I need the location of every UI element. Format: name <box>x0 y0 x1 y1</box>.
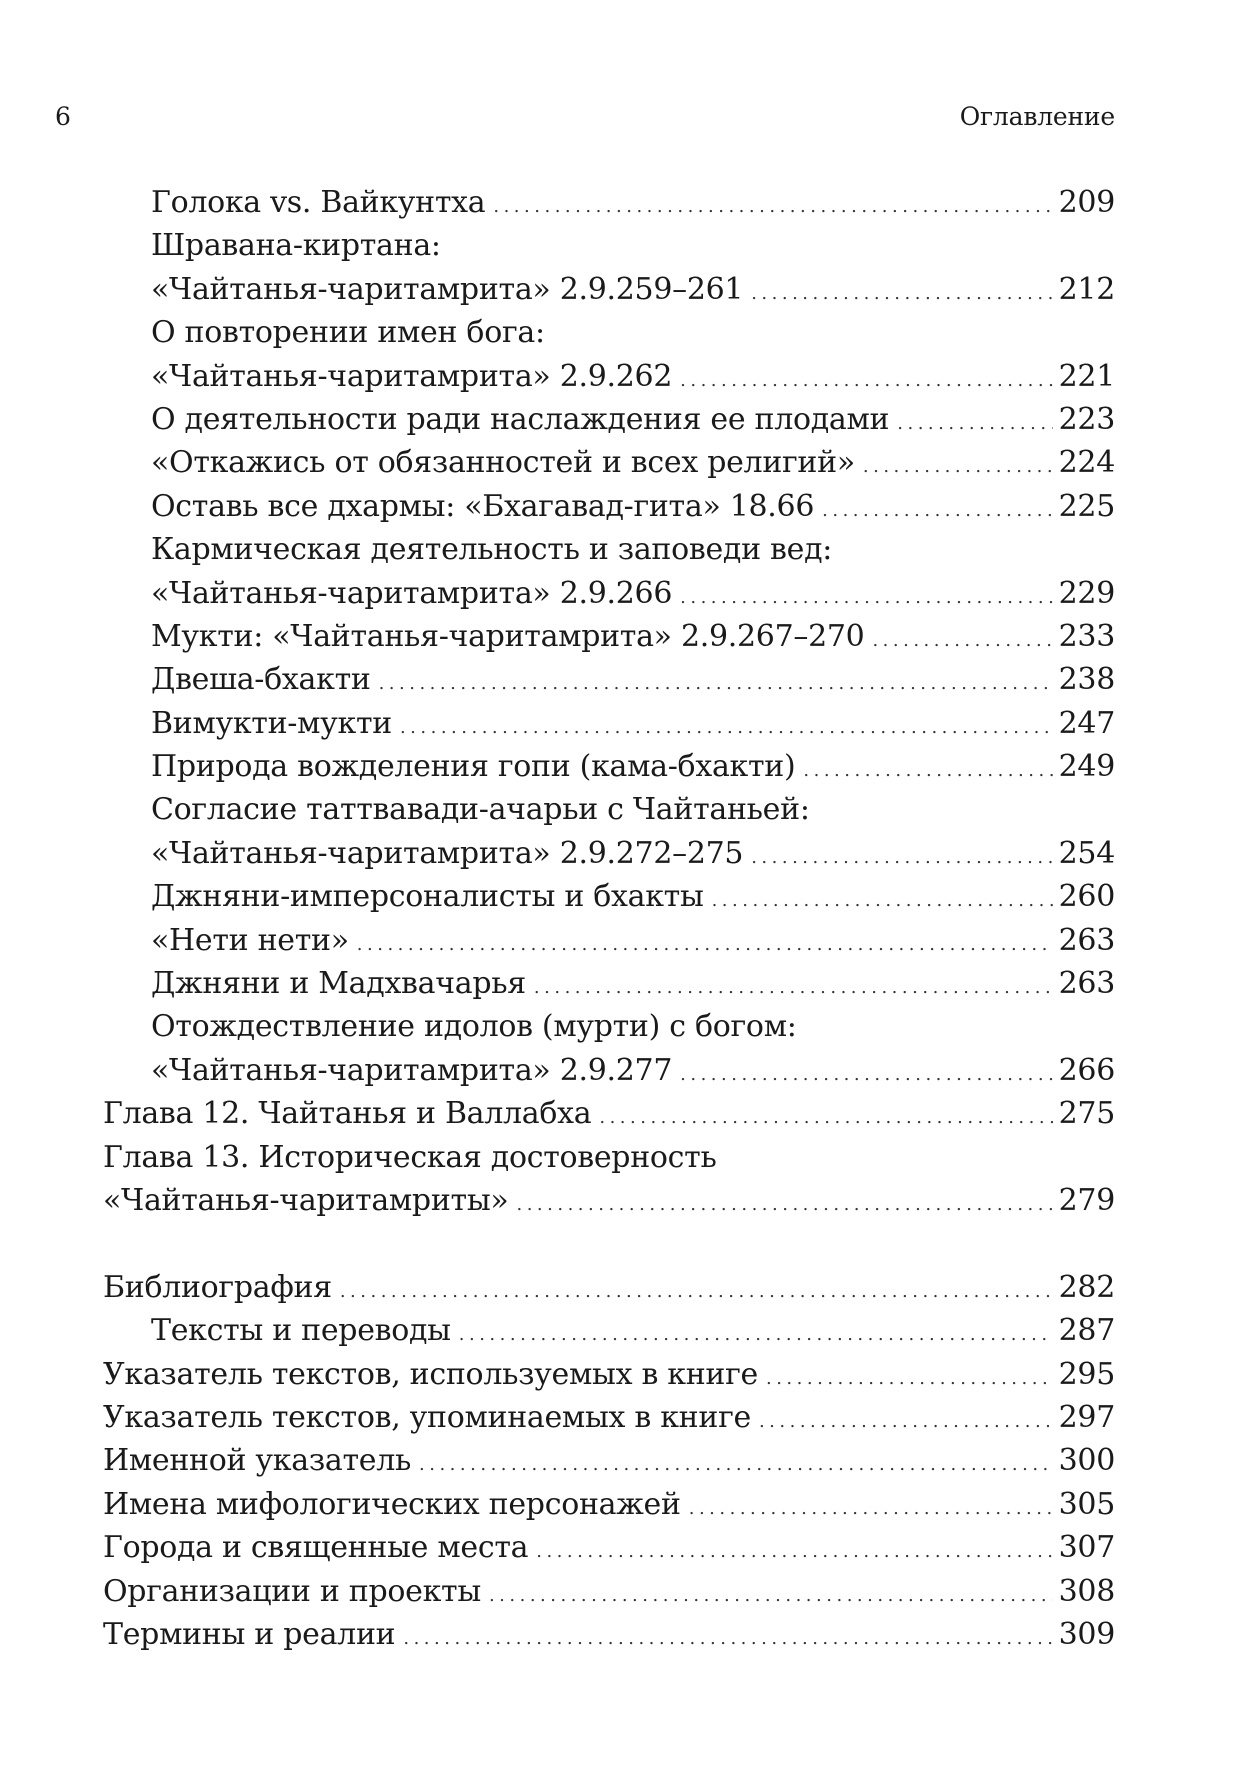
toc-entry-page: 287 <box>1058 1313 1115 1349</box>
toc-entry-page: 233 <box>1058 618 1115 654</box>
toc-entry <box>103 485 1115 528</box>
toc-entry <box>103 702 1115 745</box>
dot-leader <box>536 1530 1052 1573</box>
toc-entry-title: Вимукти-мукти <box>151 705 392 741</box>
running-title: Оглавление <box>959 102 1115 131</box>
toc-entry-page: 282 <box>1058 1269 1115 1305</box>
toc-entry <box>103 1092 1115 1135</box>
dot-leader <box>400 706 1053 749</box>
toc-entry-title: О повторении имен бога: <box>151 315 545 351</box>
dot-leader <box>872 619 1052 662</box>
toc-entry-page: 260 <box>1058 879 1115 915</box>
toc-entry-page: 221 <box>1058 358 1115 394</box>
dot-leader <box>516 1183 1052 1226</box>
toc-entry <box>103 745 1115 788</box>
dot-leader <box>803 749 1052 792</box>
toc-entry-title: Библиография <box>103 1269 332 1305</box>
toc-entry-title: «Чайтанья-чаритамрита» 2.9.266 <box>151 575 673 611</box>
toc-entry-page: 225 <box>1058 488 1115 524</box>
toc-entry-title: «Нети нети» <box>151 922 349 958</box>
dot-leader <box>403 1617 1052 1660</box>
dot-leader <box>599 1096 1052 1139</box>
toc-entry <box>103 615 1115 658</box>
toc-entry-title: «Откажись от обязанностей и всех религий» <box>151 445 855 481</box>
toc-entry <box>103 268 1115 311</box>
toc-entry <box>103 658 1115 701</box>
toc-entry <box>103 355 1115 398</box>
toc-entry-page: 279 <box>1058 1182 1115 1218</box>
dot-leader <box>379 662 1053 705</box>
dot-leader <box>689 1487 1053 1530</box>
toc-entry-title: «Чайтанья-чаритамрита» 2.9.262 <box>151 358 673 394</box>
toc-entry-title: Голока vs. Вайкунтха <box>151 185 486 220</box>
toc-entry-title: «Чайтанья-чаритамриты» <box>103 1182 509 1218</box>
toc-entry <box>103 181 1115 224</box>
toc-entry-title: «Чайтанья-чаритамрита» 2.9.277 <box>151 1052 673 1088</box>
toc-entry-title: Отождествление идолов (мурти) с богом: <box>151 1009 797 1045</box>
toc-entry-page: 305 <box>1058 1486 1115 1522</box>
toc-entry <box>103 441 1115 484</box>
dot-leader <box>489 1574 1053 1617</box>
toc-entry <box>103 1396 1115 1439</box>
toc-entry-page: 229 <box>1058 575 1115 611</box>
table-of-contents <box>103 181 1115 1656</box>
dot-leader <box>493 185 1052 228</box>
toc-entry-title: Согласие таттвавади-ачарьи с Чайтаньей: <box>151 792 810 828</box>
toc-entry-page: 209 <box>1058 185 1115 220</box>
toc-entry-page: 309 <box>1058 1616 1115 1652</box>
toc-entry <box>103 1439 1115 1482</box>
dot-leader <box>459 1313 1053 1356</box>
toc-entry-page: 297 <box>1058 1399 1115 1435</box>
toc-entry-page: 300 <box>1058 1443 1115 1479</box>
toc-entry-title: Шравана-киртана: <box>151 228 441 264</box>
toc-entry-title: Природа вожделения гопи (кама-бхакти) <box>151 749 796 785</box>
dot-leader <box>680 576 1053 619</box>
dot-leader <box>680 359 1053 402</box>
toc-entry-page: 307 <box>1058 1530 1115 1566</box>
dot-leader <box>419 1443 1053 1486</box>
toc-entry <box>103 1309 1115 1352</box>
toc-entry <box>103 1353 1115 1396</box>
toc-entry-title: Указатель текстов, используемых в книге <box>103 1356 758 1392</box>
toc-entry <box>103 1570 1115 1613</box>
toc-entry-continued <box>103 1005 1115 1048</box>
toc-entry-title: Глава 12. Чайтанья и Валлабха <box>103 1096 592 1132</box>
page-number: 6 <box>55 102 71 131</box>
toc-entry-continued <box>103 528 1115 571</box>
toc-entry <box>103 1526 1115 1569</box>
toc-entry <box>103 919 1115 962</box>
toc-entry-page: 254 <box>1058 835 1115 871</box>
toc-entry-title: Кармическая деятельность и заповеди вед: <box>151 532 833 568</box>
toc-entry-title: Джняни и Мадхвачарья <box>151 966 526 1002</box>
toc-entry-title: «Чайтанья-чаритамрита» 2.9.272–275 <box>151 835 744 871</box>
toc-entry-title: Двеша-бхакти <box>151 662 371 698</box>
toc-entry-page: 295 <box>1058 1356 1115 1392</box>
toc-entry-title: Джняни-имперсоналисты и бхакты <box>151 879 704 915</box>
dot-leader <box>822 489 1053 532</box>
toc-entry <box>103 1483 1115 1526</box>
dot-leader <box>863 445 1053 488</box>
toc-entry-title: Именной указатель <box>103 1443 412 1479</box>
toc-entry <box>103 832 1115 875</box>
toc-entry-continued <box>103 224 1115 267</box>
toc-entry-title: Указатель текстов, упоминаемых в книге <box>103 1399 751 1435</box>
toc-entry-title: Тексты и переводы <box>151 1313 451 1349</box>
toc-entry-page: 266 <box>1058 1052 1115 1088</box>
section-gap <box>103 1222 1115 1265</box>
dot-leader <box>759 1400 1053 1443</box>
dot-leader <box>751 836 1052 879</box>
toc-entry-page: 249 <box>1058 749 1115 785</box>
toc-entry <box>103 1049 1115 1092</box>
toc-entry-page: 212 <box>1058 271 1115 307</box>
toc-entry-page: 263 <box>1058 966 1115 1002</box>
dot-leader <box>534 966 1053 1009</box>
toc-entry-title: «Чайтанья-чаритамрита» 2.9.259–261 <box>151 271 744 307</box>
toc-entry-title: О деятельности ради наслаждения ее плодами <box>151 401 890 437</box>
toc-entry-page: 308 <box>1058 1573 1115 1609</box>
toc-entry <box>103 875 1115 918</box>
dot-leader <box>357 923 1053 966</box>
toc-entry-title: Имена мифологических персонажей <box>103 1486 681 1522</box>
dot-leader <box>751 272 1052 315</box>
dot-leader <box>340 1270 1053 1313</box>
toc-entry-page: 263 <box>1058 922 1115 958</box>
toc-entry-title: Термины и реалии <box>103 1616 396 1652</box>
toc-entry-page: 238 <box>1058 662 1115 698</box>
toc-entry-page: 223 <box>1058 401 1115 437</box>
toc-entry-title: Мукти: «Чайтанья-чаритамрита» 2.9.267–270 <box>151 618 865 654</box>
toc-entry <box>103 1266 1115 1309</box>
toc-entry <box>103 962 1115 1005</box>
dot-leader <box>766 1357 1053 1400</box>
toc-entry-title: Оставь все дхармы: «Бхагавад-гита» 18.66 <box>151 488 815 524</box>
toc-entry-title: Организации и проекты <box>103 1573 481 1609</box>
toc-entry <box>103 1179 1115 1222</box>
dot-leader <box>680 1053 1053 1096</box>
toc-entry <box>103 1613 1115 1656</box>
dot-leader <box>712 879 1053 922</box>
toc-entry <box>103 398 1115 441</box>
toc-entry-continued <box>103 788 1115 831</box>
dot-leader <box>897 402 1052 445</box>
toc-entry-page: 275 <box>1058 1096 1115 1132</box>
toc-entry-title: Города и священные места <box>103 1530 529 1566</box>
toc-entry-continued <box>103 311 1115 354</box>
toc-entry-continued <box>103 1136 1115 1179</box>
toc-entry-title: Глава 13. Историческая достоверность <box>103 1139 717 1175</box>
toc-entry-page: 224 <box>1058 445 1115 481</box>
toc-entry-page: 247 <box>1058 705 1115 741</box>
running-header <box>55 102 1115 132</box>
toc-entry <box>103 572 1115 615</box>
